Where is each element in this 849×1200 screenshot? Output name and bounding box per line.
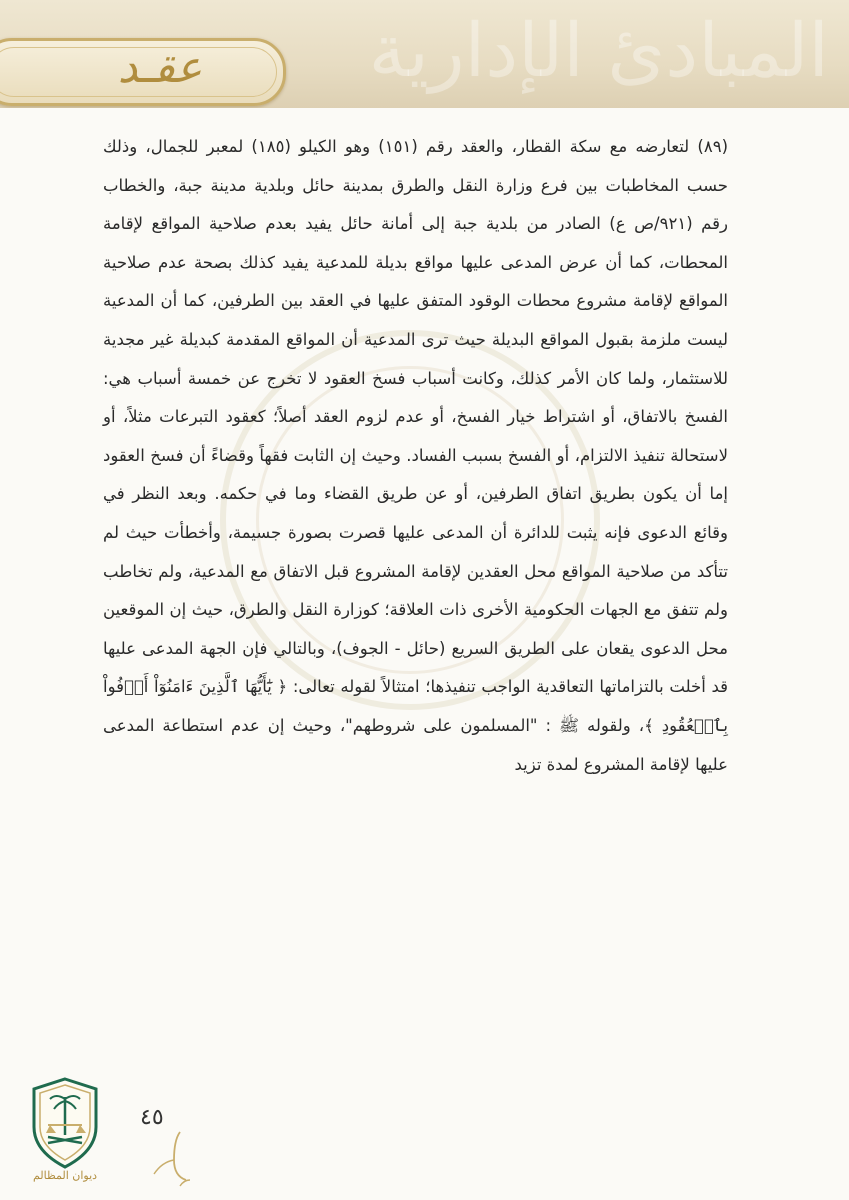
board-of-grievances-logo [28,1075,102,1185]
paragraph-text: (٨٩) لتعارضه مع سكة القطار، والعقد رقم (١٥١) وهو الكيلو (١٨٥) لمعبر للجمال، وذلك حسب المخاطبات بين فرع وزارة النقل والطرق بمدينة حائل وبلدية مدينة جبة، والخطاب رقم (٩٢١/ص ع) الصادر من بلدية جبة إلى أمانة حائل يفيد بعدم صلاحية المواقع لإقامة المحطات، كما أن عرض المدعى عليها مواقع بديلة للمدعية يفيد كذلك بصحة عدم صلاحية المواقع لإقامة مشروع محطات الوقود المتفق عليها في العقد بين الطرفين، كما أن المدعية ليست ملزمة بقبول المواقع البديلة حيث ترى المدعية أن المواقع المقدمة كبديلة غير مجدية للاستثمار، ولما كان الأمر كذلك، وكانت أسباب فسخ العقود لا تخرج عن خمسة أسباب هي: الفسخ بالاتفاق، أو اشتراط خيار الفسخ، أو عدم لزوم العقد أصلاً؛ كعقود التبرعات مثلاً، أو لاستحالة تنفيذ الالتزام، أو الفسخ بسبب الفساد. وحيث إن الثابت فقهاً وقضاءً أن فسخ العقود إما أن يكون بطريق اتفاق الطرفين، أو عن طريق القضاء وما في حكمه. وبعد النظر في وقائع الدعوى فإنه يثبت للدائرة أن المدعى عليها قصرت بصورة جسيمة، وأخطأت حيث لم تتأكد من صلاحية المواقع محل العقدين لإقامة المشروع قبل الاتفاق مع المدعية، ولم تخاطب ولم تتفق مع الجهات الحكومية الأخرى ذات العلاقة؛ كوزارة النقل والطرق، حيث إن الموقعين محل الدعوى يقعان على الطريق السريع (حائل - الجوف)، وبالتالي فإن الجهة المدعى عليها قد أخلت بالتزاماتها التعاقدية الواجب تنفيذها؛ امتثالاً لقوله تعالى: [103,137,729,697]
header-watermark: المبادئ الإدارية [368,8,829,94]
logo-text: ديوان المظالم [32,1169,98,1182]
body-text [103,128,728,784]
quran-verse: ﴿ يَٰٓأَيُّهَا ٱلَّذِينَ ءَامَنُوٓاْ أَوۡفُواْ بِٱلۡعُقُودِ ﴾ [103,677,728,735]
body-paragraph [103,128,728,784]
page-number: ٤٥ [140,1105,164,1130]
footer-ornament-icon [140,1130,200,1190]
paragraph-continuation: ، ولقوله ﷺ : "المسلمون على شروطهم"، وحيث إن عدم استطاعة المدعى عليها لإقامة المشروع لمدة تزيد [103,715,728,774]
page-header [0,0,849,108]
section-title: عقـد [117,42,203,93]
